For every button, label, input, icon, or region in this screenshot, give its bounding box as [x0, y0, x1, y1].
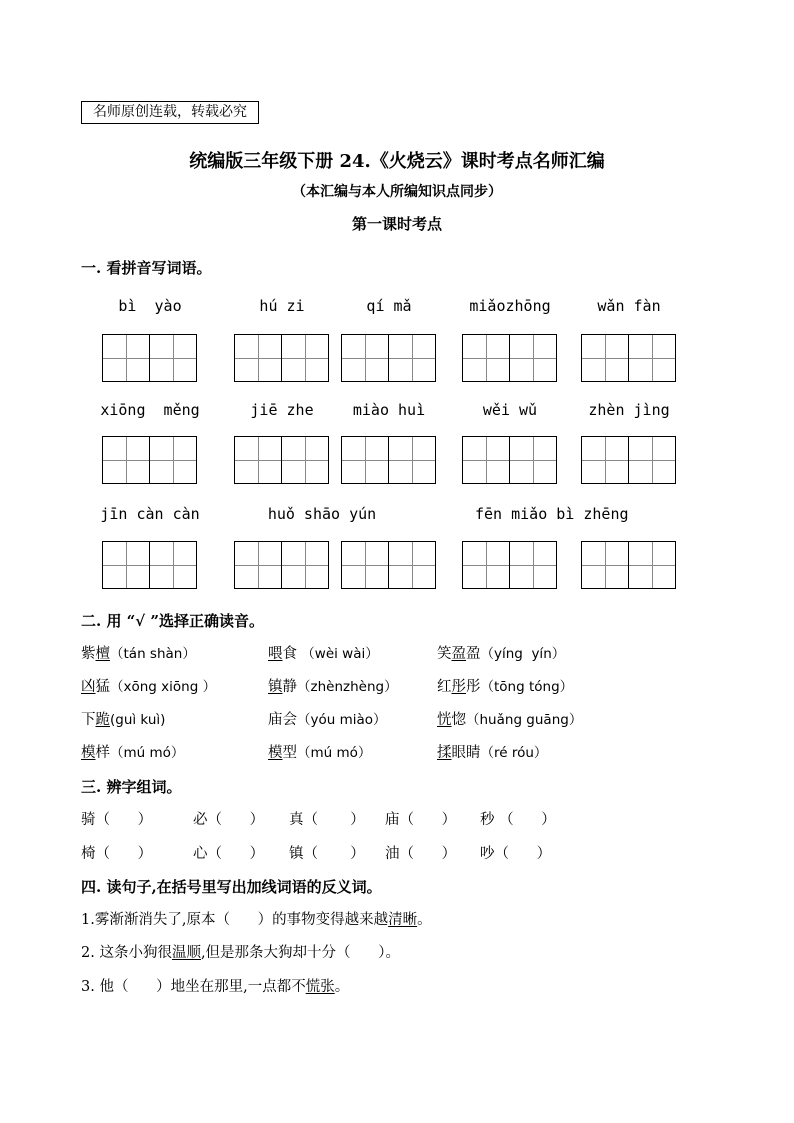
pinyin-options: （mú mó） — [110, 745, 185, 761]
tianzige-cell — [342, 437, 389, 483]
tianzige-grid — [462, 436, 557, 484]
underlined-char: 彤 — [451, 679, 466, 695]
tianzige-cell — [235, 437, 282, 483]
tianzige-cell — [150, 335, 196, 381]
tianzige-cell — [150, 437, 196, 483]
word-text: 型 — [282, 745, 297, 761]
pinyin-options: （wèi wài） — [297, 646, 379, 662]
sentence-text: ,但是那条大狗却十分（ ）。 — [200, 945, 400, 961]
tianzige-cell — [463, 542, 510, 588]
underlined-word: 清晰 — [388, 912, 418, 928]
pronunciation-item — [81, 642, 196, 663]
word-text: 食 — [282, 646, 297, 662]
underlined-word: 慌张 — [305, 979, 335, 995]
word-text: 样 — [95, 745, 110, 761]
tianzige-cell — [629, 437, 675, 483]
pinyin-options: （mú mó） — [297, 745, 372, 761]
tianzige-cell — [463, 335, 510, 381]
tianzige-cell — [389, 335, 435, 381]
word-text: 紫 — [81, 646, 96, 662]
tianzige-cell — [510, 542, 556, 588]
section2-heading: 二. 用 “√ ”选择正确读音。 — [81, 612, 265, 630]
pinyin-label: zhèn jìng — [588, 401, 670, 419]
pinyin-label: miào huì — [352, 401, 426, 419]
tianzige-cell — [103, 437, 150, 483]
underlined-char: 模 — [268, 745, 283, 761]
word-building-item: 吵（ ） — [480, 846, 552, 862]
tianzige-grid — [102, 541, 197, 589]
lesson-label: 第一课时考点 — [351, 215, 442, 233]
sentence-text: 3. 他（ ）地坐在那里,一点都不 — [81, 979, 306, 995]
sentence-text: 。 — [417, 912, 432, 928]
word-text: 会 — [282, 712, 297, 728]
tianzige-cell — [282, 335, 328, 381]
word-text: 眼睛 — [451, 745, 481, 761]
word-text: 彤 — [466, 679, 481, 695]
pinyin-options: （ré róu） — [480, 745, 548, 761]
tianzige-grid — [234, 334, 329, 382]
underlined-char: 凶 — [81, 679, 96, 695]
tianzige-cell — [342, 542, 389, 588]
pinyin-options: （tōng tóng） — [480, 679, 574, 695]
tianzige-cell — [582, 335, 629, 381]
tianzige-grid — [102, 436, 197, 484]
pinyin-label: hú zi — [259, 297, 305, 315]
underlined-char: 檀 — [95, 646, 110, 662]
tianzige-cell — [235, 542, 282, 588]
pinyin-options: （xōng xiōng ） — [110, 679, 217, 695]
pronunciation-item — [81, 675, 216, 696]
underlined-char: 跪 — [95, 712, 110, 728]
pinyin-label: fēn miǎo bì zhēng — [475, 505, 629, 523]
tianzige-cell — [235, 335, 282, 381]
pronunciation-item — [81, 741, 184, 762]
tianzige-cell — [582, 437, 629, 483]
underlined-char: 镇 — [268, 679, 283, 695]
pronunciation-item — [268, 675, 398, 696]
pronunciation-item — [268, 741, 371, 762]
pronunciation-item — [81, 708, 165, 729]
pinyin-options: （huǎng guāng） — [466, 712, 583, 728]
tianzige-cell — [282, 437, 328, 483]
pinyin-options: （zhènzhèng） — [297, 679, 398, 695]
tianzige-cell — [582, 542, 629, 588]
tianzige-cell — [463, 437, 510, 483]
tianzige-grid — [581, 436, 676, 484]
pinyin-label: jiē zhe — [250, 401, 314, 419]
pinyin-label: wěi wǔ — [482, 401, 538, 419]
tianzige-cell — [629, 542, 675, 588]
word-text: 庙 — [268, 712, 283, 728]
section4-heading: 四. 读句子,在括号里写出加线词语的反义词。 — [81, 878, 382, 896]
tianzige-cell — [103, 542, 150, 588]
page-title: 统编版三年级下册 24.《火烧云》课时考点名师汇编 — [189, 151, 605, 172]
tianzige-cell — [342, 335, 389, 381]
section3-heading: 三. 辨字组词。 — [81, 778, 182, 796]
sentence-text: 2. 这条小狗很 — [81, 945, 172, 961]
sentence-text: 。 — [334, 979, 350, 995]
pinyin-options: （tán shàn） — [110, 646, 196, 662]
word-building-item: 必（ ） — [193, 812, 265, 828]
antonym-sentence — [81, 975, 349, 996]
pinyin-label: jīn càn càn — [100, 505, 200, 523]
tianzige-grid — [341, 436, 436, 484]
underlined-char: 恍 — [437, 712, 452, 728]
pinyin-options: (guì kuì) — [110, 712, 166, 728]
pinyin-options: （yóu miào） — [297, 712, 387, 728]
tianzige-cell — [389, 542, 435, 588]
tianzige-cell — [282, 542, 328, 588]
tianzige-cell — [510, 335, 556, 381]
word-text: 静 — [282, 679, 297, 695]
word-building-item: 骑（ ） — [81, 812, 153, 828]
word-building-item: 秒 （ ） — [480, 812, 556, 828]
tianzige-grid — [581, 541, 676, 589]
sentence-text: 1.雾渐渐消失了,原本（ ）的事物变得越来越 — [81, 912, 389, 928]
antonym-sentence — [81, 941, 400, 962]
tianzige-grid — [462, 334, 557, 382]
word-text: 笑 — [437, 646, 452, 662]
pronunciation-item — [268, 708, 387, 729]
pinyin-label: bì yào — [118, 297, 182, 315]
word-text: 惚 — [451, 712, 466, 728]
pronunciation-item — [437, 642, 565, 663]
pronunciation-item — [437, 741, 547, 762]
pinyin-options: （yíng yín） — [480, 646, 566, 662]
pinyin-label: xiōng měng — [100, 401, 200, 419]
tianzige-cell — [629, 335, 675, 381]
pinyin-label: huǒ shāo yún — [267, 505, 377, 523]
tianzige-grid — [234, 436, 329, 484]
word-building-item: 镇（ ） — [289, 846, 365, 862]
copyright-stamp: 名师原创连载，转载必究 — [81, 101, 259, 124]
word-text: 盈 — [466, 646, 481, 662]
underlined-char: 盈 — [451, 646, 466, 662]
antonym-sentence — [81, 908, 432, 929]
underlined-char: 喂 — [268, 646, 283, 662]
word-building-item: 真（ ） — [289, 812, 365, 828]
tianzige-grid — [102, 334, 197, 382]
pronunciation-item — [268, 642, 379, 663]
pronunciation-item — [437, 708, 582, 729]
word-text: 下 — [81, 712, 96, 728]
tianzige-grid — [462, 541, 557, 589]
word-text: 猛 — [95, 679, 110, 695]
word-text: 红 — [437, 679, 452, 695]
pinyin-label: qí mǎ — [366, 297, 412, 315]
underlined-char: 揉 — [437, 745, 452, 761]
tianzige-grid — [341, 334, 436, 382]
tianzige-cell — [150, 542, 196, 588]
underlined-word: 温顺 — [171, 945, 201, 961]
tianzige-grid — [581, 334, 676, 382]
pinyin-label: miǎozhōng — [469, 297, 551, 315]
word-building-item: 心（ ） — [193, 846, 265, 862]
word-building-item: 庙（ ） — [385, 812, 457, 828]
underlined-char: 模 — [81, 745, 96, 761]
pronunciation-item — [437, 675, 573, 696]
page-subtitle: （本汇编与本人所编知识点同步） — [292, 184, 502, 200]
section1-heading: 一. 看拼音写词语。 — [81, 259, 212, 277]
tianzige-cell — [103, 335, 150, 381]
tianzige-grid — [341, 541, 436, 589]
word-building-item: 椅（ ） — [81, 846, 153, 862]
word-building-item: 油（ ） — [385, 846, 457, 862]
pinyin-label: wǎn fàn — [597, 297, 661, 315]
tianzige-grid — [234, 541, 329, 589]
tianzige-cell — [510, 437, 556, 483]
tianzige-cell — [389, 437, 435, 483]
